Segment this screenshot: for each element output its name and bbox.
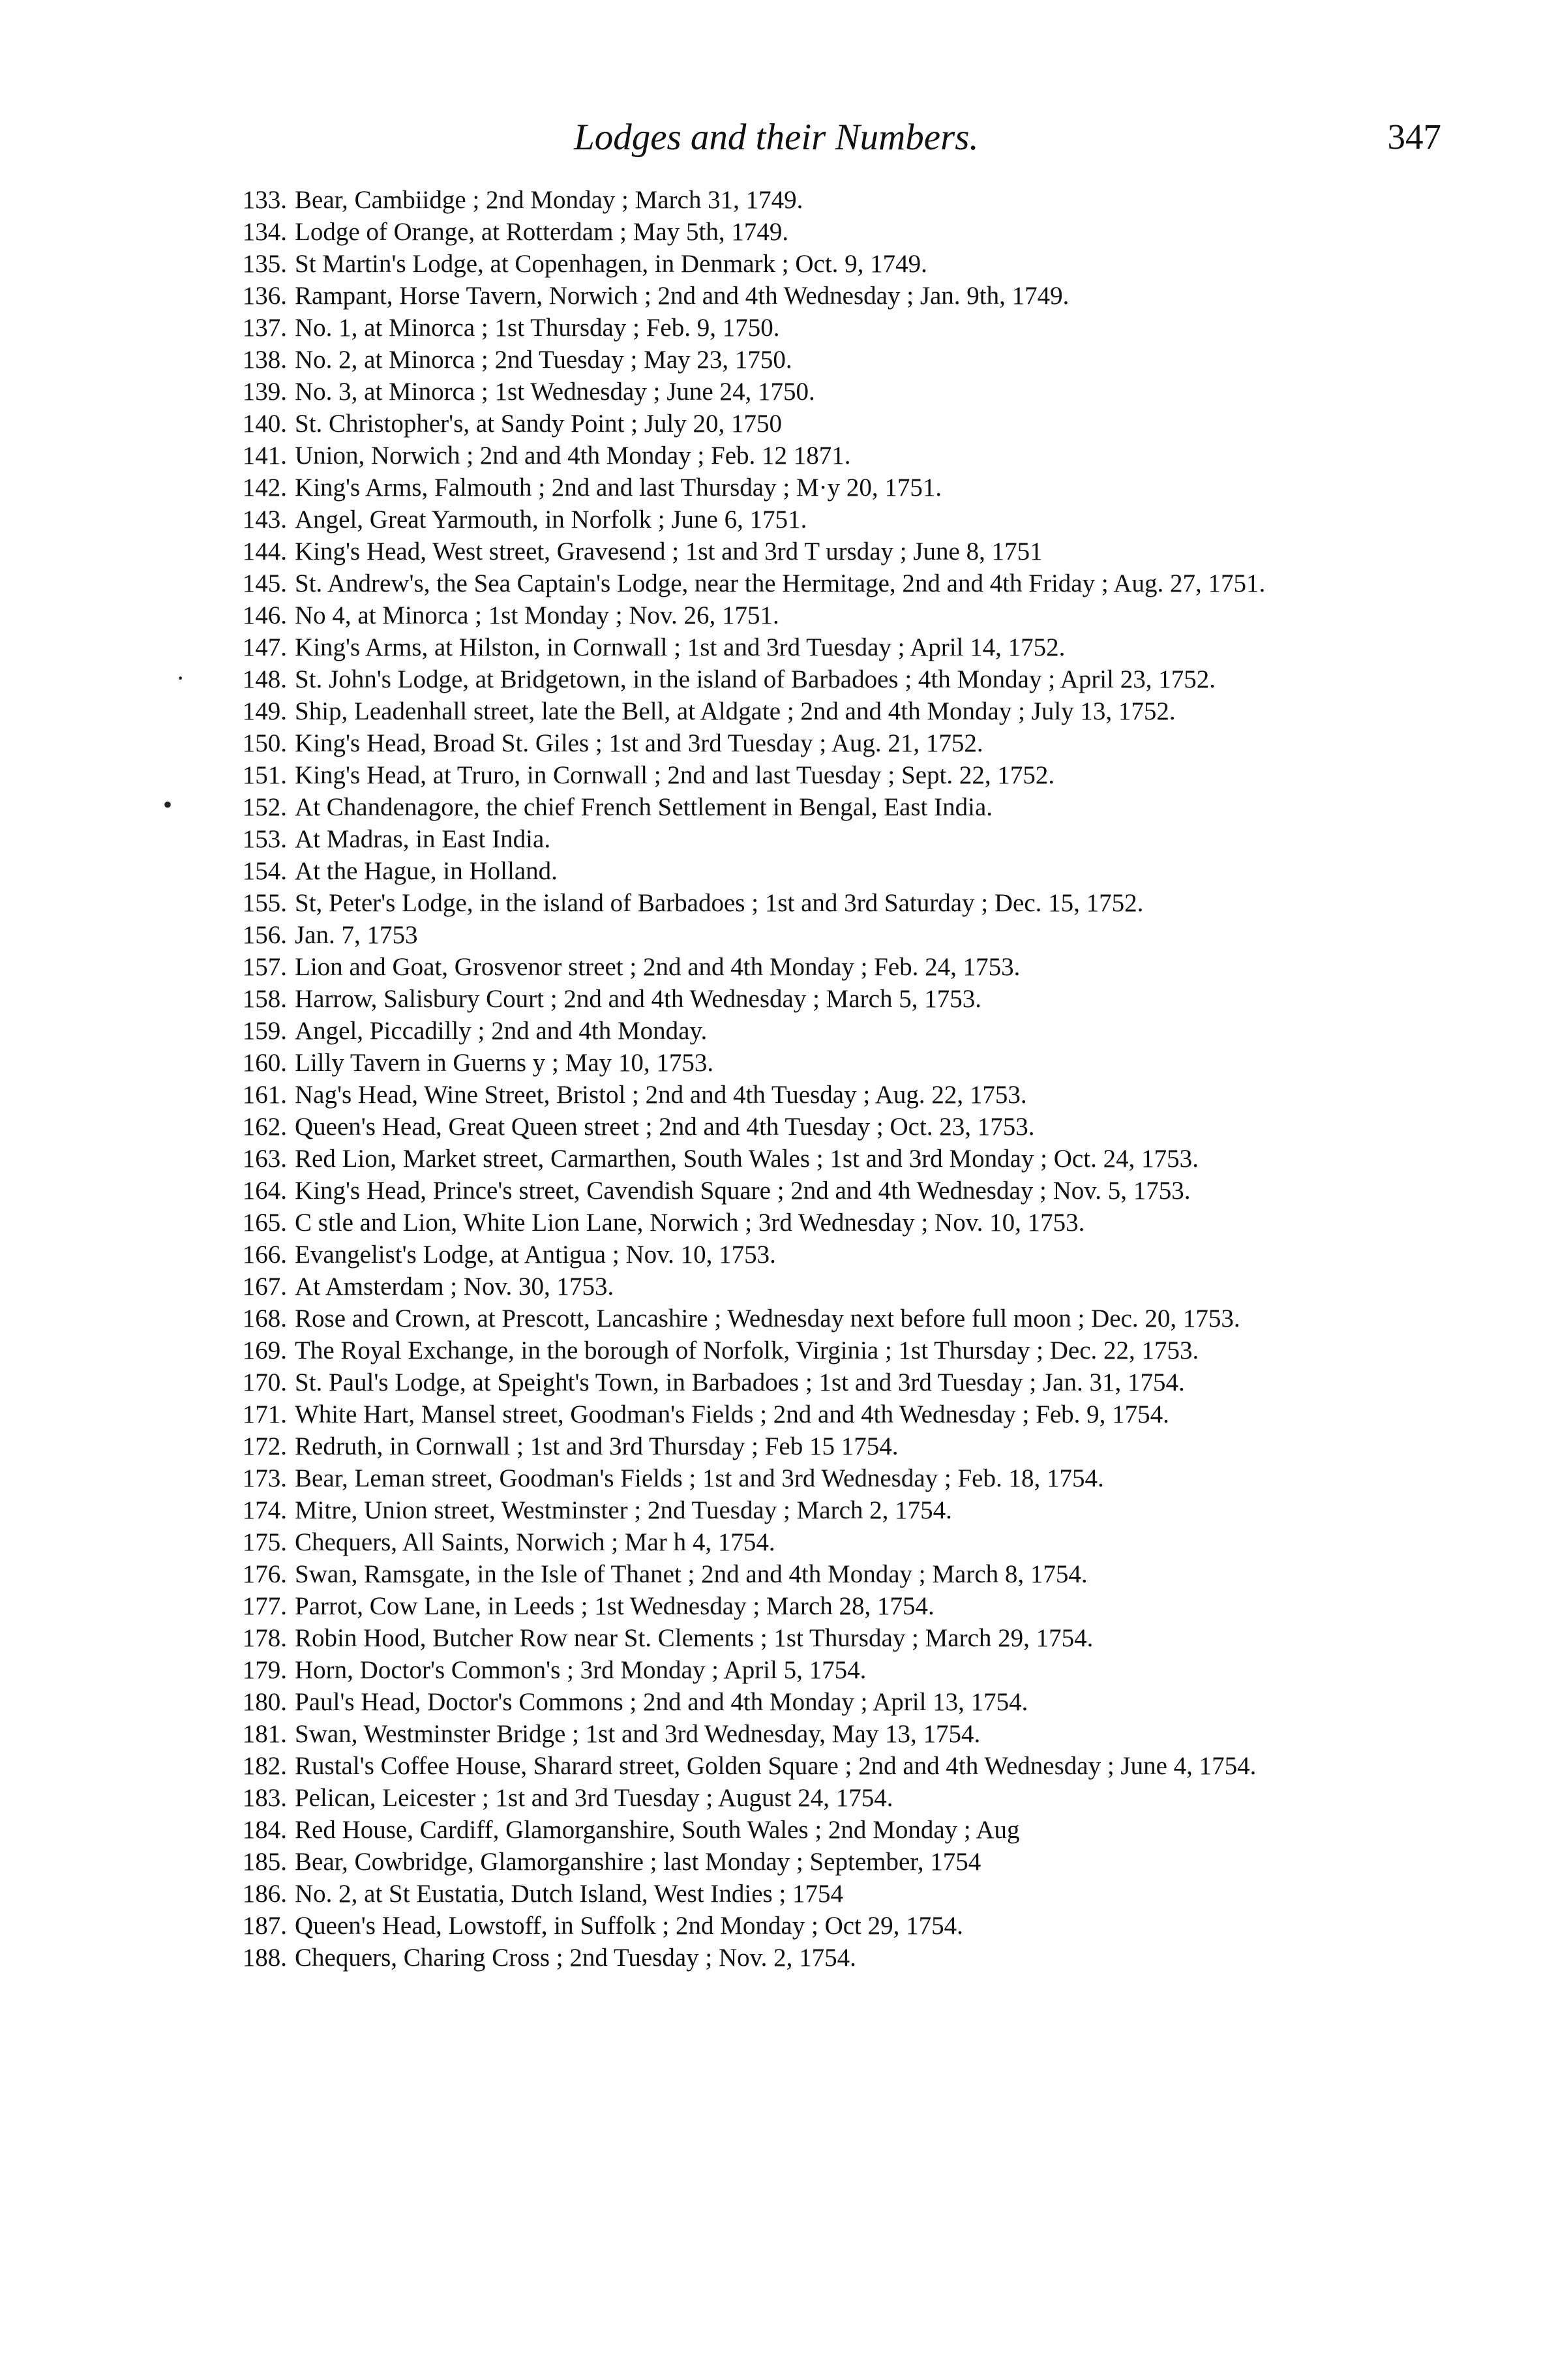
lodge-entry xyxy=(196,1622,1448,1654)
lodge-entry xyxy=(196,631,1448,663)
lodge-entry xyxy=(196,1846,1448,1878)
lodge-entry xyxy=(196,248,1448,280)
lodge-description: Bear, Cambiidge ; 2nd Monday ; March 31, 1749. xyxy=(295,186,803,214)
lodge-entry xyxy=(196,855,1448,887)
lodge-number: 138. xyxy=(242,346,287,374)
lodge-entry xyxy=(196,472,1448,504)
lodge-description: Queen's Head, Lowstoff, in Suffolk ; 2nd Monday ; Oct 29, 1754. xyxy=(295,1912,963,1940)
lodge-entry xyxy=(196,504,1448,535)
lodge-description: At the Hague, in Holland. xyxy=(295,857,558,885)
lodge-description: King's Head, Prince's street, Cavendish Square ; 2nd and 4th Wednesday ; Nov. 5, 1753. xyxy=(295,1177,1191,1205)
lodge-number: 143. xyxy=(242,505,287,534)
lodge-description: Swan, Westminster Bridge ; 1st and 3rd Wednesday, May 13, 1754. xyxy=(295,1720,981,1748)
lodge-description: Jan. 7, 1753 xyxy=(295,921,418,949)
lodge-entry xyxy=(196,280,1448,312)
lodge-number: 168. xyxy=(242,1304,287,1333)
lodge-number: 140. xyxy=(242,410,287,438)
lodge-entry xyxy=(196,887,1448,919)
lodge-entry xyxy=(196,376,1448,408)
lodge-description: St. Paul's Lodge, at Speight's Town, in Barbadoes ; 1st and 3rd Tuesday ; Jan. 31, 1754. xyxy=(295,1368,1185,1396)
lodge-description: King's Head, at Truro, in Cornwall ; 2nd and last Tuesday ; Sept. 22, 1752. xyxy=(295,761,1055,789)
running-title: Lodges and their Numbers. xyxy=(574,117,979,158)
lodge-number: 169. xyxy=(242,1336,287,1364)
lodge-description: No. 2, at St Eustatia, Dutch Island, West Indies ; 1754 xyxy=(295,1880,844,1908)
lodge-number: 164. xyxy=(242,1177,287,1205)
lodge-description: Lilly Tavern in Guerns y ; May 10, 1753. xyxy=(295,1049,714,1077)
lodge-description: Angel, Great Yarmouth, in Norfolk ; June 6, 1751. xyxy=(295,505,807,534)
lodge-entry xyxy=(196,535,1448,567)
lodge-number: 175. xyxy=(242,1528,287,1556)
lodge-entry xyxy=(196,1558,1448,1590)
lodge-description: Chequers, All Saints, Norwich ; Mar h 4, 1754. xyxy=(295,1528,775,1556)
lodge-entry xyxy=(196,1654,1448,1686)
lodge-description: King's Arms, Falmouth ; 2nd and last Thursday ; M·y 20, 1751. xyxy=(295,474,942,502)
lodge-description: Union, Norwich ; 2nd and 4th Monday ; Feb. 12 1871. xyxy=(295,442,851,470)
lodge-entry xyxy=(196,1111,1448,1143)
lodge-number: 174. xyxy=(242,1496,287,1524)
lodge-number: 136. xyxy=(242,282,287,310)
lodge-description: Redruth, in Cornwall ; 1st and 3rd Thursday ; Feb 15 1754. xyxy=(295,1432,899,1460)
lodge-number: 151. xyxy=(242,761,287,789)
lodge-entry xyxy=(196,567,1448,599)
margin-mark: • xyxy=(163,790,173,819)
lodge-description: Evangelist's Lodge, at Antigua ; Nov. 10, 1753. xyxy=(295,1241,776,1269)
lodge-number: 176. xyxy=(242,1560,287,1588)
lodge-number: 137. xyxy=(242,314,287,342)
lodge-entry xyxy=(196,1398,1448,1430)
lodge-entry xyxy=(196,1942,1448,1974)
lodge-description: St. Christopher's, at Sandy Point ; July 20, 1750 xyxy=(295,410,782,438)
lodge-description: King's Head, Broad St. Giles ; 1st and 3rd Tuesday ; Aug. 21, 1752. xyxy=(295,729,983,757)
lodge-number: 141. xyxy=(242,442,287,470)
lodge-description: King's Head, West street, Gravesend ; 1st and 3rd T ursday ; June 8, 1751 xyxy=(295,537,1043,565)
lodge-entry xyxy=(196,919,1448,951)
lodge-number: 142. xyxy=(242,474,287,502)
lodge-description: Ship, Leadenhall street, late the Bell, at Aldgate ; 2nd and 4th Monday ; July 13, 1752. xyxy=(295,697,1176,725)
lodge-entry xyxy=(196,1143,1448,1175)
lodge-entry xyxy=(196,823,1448,855)
lodge-entry xyxy=(196,727,1448,759)
lodge-description: Robin Hood, Butcher Row near St. Clements ; 1st Thursday ; March 29, 1754. xyxy=(295,1624,1094,1652)
lodge-number: 172. xyxy=(242,1432,287,1460)
lodge-number: 157. xyxy=(242,953,287,981)
lodge-number: 162. xyxy=(242,1113,287,1141)
lodge-number: 146. xyxy=(242,601,287,629)
lodge-description: Pelican, Leicester ; 1st and 3rd Tuesday ; August 24, 1754. xyxy=(295,1784,893,1812)
lodge-entry xyxy=(196,1590,1448,1622)
lodge-entry xyxy=(196,408,1448,440)
lodge-description: No. 2, at Minorca ; 2nd Tuesday ; May 23, 1750. xyxy=(295,346,792,374)
lodge-description: Horn, Doctor's Common's ; 3rd Monday ; April 5, 1754. xyxy=(295,1656,867,1684)
lodge-number: 187. xyxy=(242,1912,287,1940)
lodge-description: Bear, Cowbridge, Glamorganshire ; last Monday ; September, 1754 xyxy=(295,1848,981,1876)
lodge-number: 167. xyxy=(242,1273,287,1301)
lodge-entry xyxy=(196,312,1448,344)
lodge-number: 184. xyxy=(242,1816,287,1844)
lodge-number: 153. xyxy=(242,825,287,853)
lodge-description: No. 1, at Minorca ; 1st Thursday ; Feb. 9, 1750. xyxy=(295,314,780,342)
lodge-entry xyxy=(196,951,1448,983)
lodge-description: C stle and Lion, White Lion Lane, Norwich ; 3rd Wednesday ; Nov. 10, 1753. xyxy=(295,1209,1085,1237)
lodge-description: Lion and Goat, Grosvenor street ; 2nd and 4th Monday ; Feb. 24, 1753. xyxy=(295,953,1021,981)
lodge-description: At Madras, in East India. xyxy=(295,825,551,853)
lodge-entry xyxy=(196,1271,1448,1303)
lodge-entry xyxy=(196,695,1448,727)
lodge-description: St. John's Lodge, at Bridgetown, in the island of Barbadoes ; 4th Monday ; April 23, 1752. xyxy=(295,665,1216,693)
lodge-entry xyxy=(196,1686,1448,1718)
lodge-entry xyxy=(196,344,1448,376)
lodge-description: The Royal Exchange, in the borough of Norfolk, Virginia ; 1st Thursday ; Dec. 22, 1753. xyxy=(295,1336,1199,1364)
lodge-description: Red House, Cardiff, Glamorganshire, South Wales ; 2nd Monday ; Aug xyxy=(295,1816,1020,1844)
lodge-description: Angel, Piccadilly ; 2nd and 4th Monday. xyxy=(295,1017,708,1045)
lodge-number: 160. xyxy=(242,1049,287,1077)
lodge-list xyxy=(196,184,1448,1974)
lodge-number: 155. xyxy=(242,889,287,917)
lodge-number: 183. xyxy=(242,1784,287,1812)
lodge-description: No. 3, at Minorca ; 1st Wednesday ; June 24, 1750. xyxy=(295,378,815,406)
lodge-number: 158. xyxy=(242,985,287,1013)
lodge-number: 147. xyxy=(242,633,287,661)
lodge-number: 173. xyxy=(242,1464,287,1492)
lodge-number: 186. xyxy=(242,1880,287,1908)
lodge-description: Queen's Head, Great Queen street ; 2nd and 4th Tuesday ; Oct. 23, 1753. xyxy=(295,1113,1035,1141)
lodge-entry xyxy=(196,1015,1448,1047)
lodge-entry xyxy=(196,1430,1448,1462)
lodge-number: 166. xyxy=(242,1241,287,1269)
lodge-description: Swan, Ramsgate, in the Isle of Thanet ; 2nd and 4th Monday ; March 8, 1754. xyxy=(295,1560,1088,1588)
lodge-number: 161. xyxy=(242,1081,287,1109)
lodge-entry xyxy=(196,663,1448,695)
lodge-description: Mitre, Union street, Westminster ; 2nd Tuesday ; March 2, 1754. xyxy=(295,1496,952,1524)
lodge-number: 178. xyxy=(242,1624,287,1652)
lodge-entry xyxy=(196,1814,1448,1846)
lodge-number: 188. xyxy=(242,1944,287,1972)
lodge-entry xyxy=(196,1462,1448,1494)
lodge-number: 133. xyxy=(242,186,287,214)
lodge-number: 159. xyxy=(242,1017,287,1045)
lodge-entry xyxy=(196,1878,1448,1910)
lodge-entry xyxy=(196,1079,1448,1111)
lodge-number: 149. xyxy=(242,697,287,725)
lodge-number: 163. xyxy=(242,1145,287,1173)
lodge-entry xyxy=(196,791,1448,823)
lodge-number: 165. xyxy=(242,1209,287,1237)
lodge-number: 171. xyxy=(242,1400,287,1428)
lodge-description: At Amsterdam ; Nov. 30, 1753. xyxy=(295,1273,614,1301)
lodge-number: 170. xyxy=(242,1368,287,1396)
lodge-entry xyxy=(196,440,1448,472)
lodge-number: 144. xyxy=(242,537,287,565)
lodge-number: 179. xyxy=(242,1656,287,1684)
lodge-entry xyxy=(196,1782,1448,1814)
lodge-number: 152. xyxy=(242,793,287,821)
lodge-number: 135. xyxy=(242,250,287,278)
lodge-description: White Hart, Mansel street, Goodman's Fields ; 2nd and 4th Wednesday ; Feb. 9, 1754. xyxy=(295,1400,1169,1428)
lodge-number: 148. xyxy=(242,665,287,693)
lodge-description: King's Arms, at Hilston, in Cornwall ; 1st and 3rd Tuesday ; April 14, 1752. xyxy=(295,633,1066,661)
lodge-description: Bear, Leman street, Goodman's Fields ; 1st and 3rd Wednesday ; Feb. 18, 1754. xyxy=(295,1464,1104,1492)
lodge-number: 134. xyxy=(242,218,287,246)
lodge-description: Rose and Crown, at Prescott, Lancashire ; Wednesday next before full moon ; Dec. 20, 1753. xyxy=(295,1304,1240,1333)
lodge-entry xyxy=(196,1175,1448,1207)
lodge-description: St Martin's Lodge, at Copenhagen, in Denmark ; Oct. 9, 1749. xyxy=(295,250,927,278)
lodge-entry xyxy=(196,599,1448,631)
lodge-number: 177. xyxy=(242,1592,287,1620)
lodge-number: 180. xyxy=(242,1688,287,1716)
lodge-description: Nag's Head, Wine Street, Bristol ; 2nd and 4th Tuesday ; Aug. 22, 1753. xyxy=(295,1081,1027,1109)
lodge-number: 154. xyxy=(242,857,287,885)
lodge-entry xyxy=(196,1047,1448,1079)
lodge-description: At Chandenagore, the chief French Settlement in Bengal, East India. xyxy=(295,793,993,821)
lodge-description: St. Andrew's, the Sea Captain's Lodge, near the Hermitage, 2nd and 4th Friday ; Aug. 27, 1751. xyxy=(295,569,1266,597)
lodge-number: 181. xyxy=(242,1720,287,1748)
lodge-entry xyxy=(196,184,1448,216)
lodge-entry xyxy=(196,759,1448,791)
lodge-entry xyxy=(196,1239,1448,1271)
lodge-number: 156. xyxy=(242,921,287,949)
lodge-description: Parrot, Cow Lane, in Leeds ; 1st Wednesday ; March 28, 1754. xyxy=(295,1592,935,1620)
lodge-description: Paul's Head, Doctor's Commons ; 2nd and 4th Monday ; April 13, 1754. xyxy=(295,1688,1028,1716)
lodge-description: Harrow, Salisbury Court ; 2nd and 4th Wednesday ; March 5, 1753. xyxy=(295,985,981,1013)
lodge-entry xyxy=(196,983,1448,1015)
lodge-entry xyxy=(196,1303,1448,1334)
lodge-number: 182. xyxy=(242,1752,287,1780)
lodge-description: No 4, at Minorca ; 1st Monday ; Nov. 26, 1751. xyxy=(295,601,779,629)
lodge-description: Rustal's Coffee House, Sharard street, Golden Square ; 2nd and 4th Wednesday ; June 4, 1754. xyxy=(295,1752,1257,1780)
lodge-entry xyxy=(196,1494,1448,1526)
lodge-description: Red Lion, Market street, Carmarthen, South Wales ; 1st and 3rd Monday ; Oct. 24, 1753. xyxy=(295,1145,1199,1173)
lodge-number: 185. xyxy=(242,1848,287,1876)
lodge-entry xyxy=(196,1750,1448,1782)
lodge-entry xyxy=(196,1910,1448,1942)
lodge-description: Rampant, Horse Tavern, Norwich ; 2nd and 4th Wednesday ; Jan. 9th, 1749. xyxy=(295,282,1070,310)
lodge-entry xyxy=(196,1334,1448,1366)
page-header xyxy=(574,116,1441,168)
lodge-number: 139. xyxy=(242,378,287,406)
lodge-description: Lodge of Orange, at Rotterdam ; May 5th, 1749. xyxy=(295,218,789,246)
lodge-entry xyxy=(196,1366,1448,1398)
page-number: 347 xyxy=(1387,117,1441,157)
lodge-description: Chequers, Charing Cross ; 2nd Tuesday ; Nov. 2, 1754. xyxy=(295,1944,856,1972)
lodge-number: 150. xyxy=(242,729,287,757)
lodge-description: St, Peter's Lodge, in the island of Barbadoes ; 1st and 3rd Saturday ; Dec. 15, 1752. xyxy=(295,889,1144,917)
lodge-entry xyxy=(196,1526,1448,1558)
lodge-number: 145. xyxy=(242,569,287,597)
lodge-entry xyxy=(196,216,1448,248)
lodge-entry xyxy=(196,1718,1448,1750)
margin-mark: · xyxy=(176,663,185,693)
lodge-entry xyxy=(196,1207,1448,1239)
